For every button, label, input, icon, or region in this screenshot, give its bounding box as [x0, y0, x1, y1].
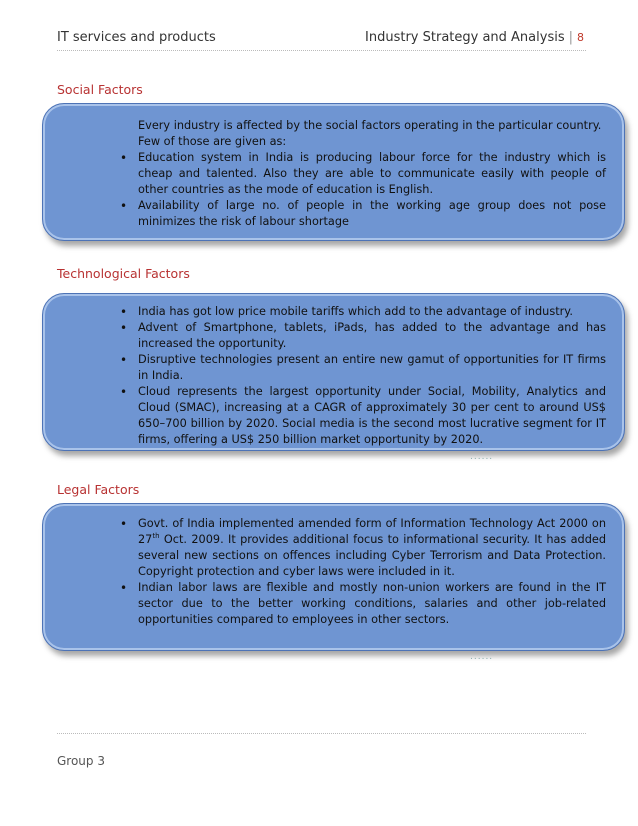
legal-bullet-list: [120, 516, 606, 628]
bullet-icon: •: [120, 517, 128, 531]
header-divider: [57, 50, 586, 51]
header-left: IT services and products: [57, 30, 216, 45]
header-doc-title: Industry Strategy and Analysis: [365, 30, 565, 45]
section-title-legal: Legal Factors: [57, 482, 140, 497]
bullet-icon: •: [120, 199, 128, 213]
section-title-technological: Technological Factors: [57, 266, 190, 281]
social-intro-2: Few of those are given as:: [138, 135, 287, 148]
bullet-icon: •: [120, 151, 128, 165]
decorative-dots: ......: [470, 652, 494, 662]
legal-factors-box: [42, 503, 625, 651]
list-item: [120, 384, 606, 448]
list-item: [120, 198, 606, 230]
social-bullet-list: [120, 150, 606, 230]
header-separator: |: [568, 30, 573, 45]
social-intro-1: Every industry is affected by the social factors operating in the particular country.: [138, 119, 602, 132]
list-item-text: Availability of large no. of people in the working age group does not pose minimizes the risk of labour shortage: [138, 199, 606, 228]
list-item-text: Advent of Smartphone, tablets, iPads, has added to the advantage and has increased the opportunity.: [138, 321, 606, 350]
social-factors-box: [42, 103, 625, 241]
header-right: [365, 30, 584, 45]
technological-factors-box: [42, 293, 625, 451]
list-item: [120, 580, 606, 628]
list-item: [120, 516, 606, 580]
list-item: [120, 352, 606, 384]
list-item: [120, 304, 606, 320]
list-item: [120, 150, 606, 198]
bullet-icon: •: [120, 321, 128, 335]
page-number: 8: [577, 31, 584, 44]
list-item-text: Education system in India is producing labour force for the industry which is cheap and talented. Also they are able to communicate easily with people of other countries as the mode of education is English.: [138, 151, 606, 196]
footer-divider: [57, 733, 586, 734]
list-item-text: Disruptive technologies present an entire new gamut of opportunities for IT firms in India.: [138, 353, 606, 382]
list-item-text: Govt. of India implemented amended form of Information Technology Act 2000 on 27th Oct. 2009. It provides additional focus to informational security. It has added several new sections on offences including Cyber Terrorism and Data Protection. Copyright protection and cyber laws were included in it.: [138, 517, 606, 578]
list-item: [120, 320, 606, 352]
decorative-dots: ......: [470, 452, 494, 462]
footer-text: Group 3: [57, 754, 105, 768]
bullet-icon: •: [120, 305, 128, 319]
list-item-text: India has got low price mobile tariffs which add to the advantage of industry.: [138, 305, 573, 318]
list-item-text: Indian labor laws are flexible and mostly non-union workers are found in the IT sector due to the better working conditions, salaries and other job-related opportunities compared to employees in other sectors.: [138, 581, 606, 626]
bullet-icon: •: [120, 353, 128, 367]
tech-bullet-list: [120, 304, 606, 448]
bullet-icon: •: [120, 385, 128, 399]
bullet-icon: •: [120, 581, 128, 595]
list-item-text: Cloud represents the largest opportunity under Social, Mobility, Analytics and Cloud (SMAC), increasing at a CAGR of approximately 30 per cent to around US$ 650–700 billion by 2020. Social media is the second most lucrative segment for IT firms, offering a US$ 250 billion market opportunity by 2020.: [138, 385, 606, 446]
section-title-social: Social Factors: [57, 82, 143, 97]
